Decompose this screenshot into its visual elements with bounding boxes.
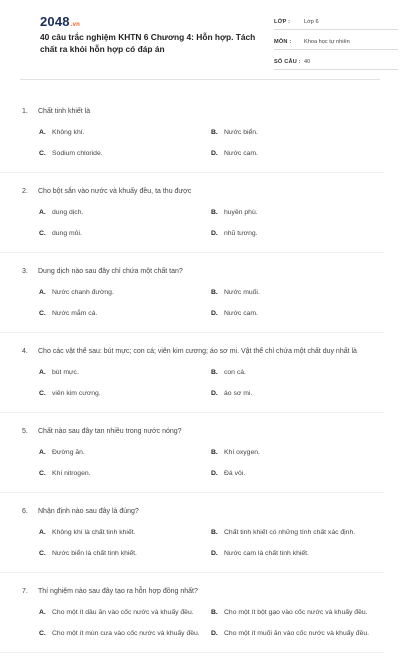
question-separator — [0, 399, 384, 413]
question-stem — [22, 346, 382, 358]
answer-options — [39, 528, 382, 559]
option-text: Nước mắm cá. — [52, 310, 98, 317]
meta-key: SỐ CÂU : — [274, 58, 301, 65]
answer-option[interactable] — [211, 448, 383, 458]
question-stem — [22, 266, 382, 278]
option-letter: D. — [211, 310, 218, 317]
option-letter: C. — [39, 150, 46, 157]
meta-value: Lớp 6 — [304, 18, 319, 25]
question-number: 6. — [22, 508, 28, 515]
question-stem — [22, 586, 382, 598]
option-text: áo sơ mi. — [224, 390, 253, 397]
option-text: Không khí là chất tinh khiết. — [52, 529, 136, 536]
option-text: Nước biển. — [224, 129, 258, 136]
question-separator — [0, 639, 384, 653]
question-stem — [22, 106, 382, 118]
option-text: Đường ăn. — [52, 449, 85, 456]
answer-option[interactable] — [211, 469, 383, 479]
answer-option[interactable] — [39, 528, 211, 538]
option-letter: C. — [39, 470, 46, 477]
question-stem — [22, 186, 382, 198]
option-letter: C. — [39, 550, 46, 557]
answer-option[interactable] — [39, 389, 211, 399]
option-letter: A. — [39, 129, 46, 136]
answer-option[interactable] — [211, 229, 383, 239]
question-item — [22, 106, 382, 173]
answer-option[interactable] — [211, 368, 383, 378]
answer-option[interactable] — [39, 309, 211, 319]
meta-key: LỚP : — [274, 18, 291, 25]
option-text: Nước muối. — [224, 289, 260, 296]
option-letter: D. — [211, 230, 218, 237]
option-text: Đá vôi. — [224, 470, 246, 477]
question-text: Thí nghiệm nào sau đây tạo ra hỗn hợp đồng nhất? — [38, 588, 198, 595]
option-text: huyền phù. — [224, 209, 258, 216]
answer-option[interactable] — [211, 208, 383, 218]
question-list — [22, 106, 382, 666]
page-header — [20, 0, 380, 72]
question-item — [22, 266, 382, 333]
option-letter: C. — [39, 310, 46, 317]
meta-value: 40 — [304, 58, 311, 65]
meta-row-subject — [274, 34, 398, 50]
question-separator — [0, 559, 384, 573]
option-text: Cho một ít mùn cưa vào cốc nước và khuấy đều. — [52, 630, 200, 637]
option-text: con cá. — [224, 369, 246, 376]
option-text: Khí oxygen. — [224, 449, 260, 456]
option-letter: D. — [211, 470, 218, 477]
answer-option[interactable] — [211, 149, 383, 159]
question-number: 4. — [22, 348, 28, 355]
option-letter: C. — [39, 230, 46, 237]
option-text: Nước chanh đường. — [52, 289, 114, 296]
option-text: Nước cam là chất tinh khiết. — [224, 550, 309, 557]
option-letter: A. — [39, 209, 46, 216]
option-letter: A. — [39, 609, 46, 616]
option-text: Cho một ít muối ăn vào cốc nước và khuấy đều. — [224, 630, 370, 637]
option-letter: A. — [39, 369, 46, 376]
site-logo[interactable] — [40, 14, 80, 29]
question-item — [22, 346, 382, 413]
header-divider — [20, 79, 380, 80]
answer-option[interactable] — [211, 128, 383, 138]
question-text: Chất tinh khiết là — [38, 108, 91, 115]
option-letter: A. — [39, 449, 46, 456]
answer-option[interactable] — [39, 288, 211, 298]
option-text: Sodium chloride. — [52, 150, 103, 157]
option-letter: B. — [211, 369, 218, 376]
question-separator — [0, 479, 384, 493]
question-number: 5. — [22, 428, 28, 435]
option-letter: B. — [211, 609, 218, 616]
question-text: Nhận định nào sau đây là đúng? — [38, 508, 139, 515]
option-text: Nước cam. — [224, 150, 258, 157]
option-letter: B. — [211, 129, 218, 136]
answer-options — [39, 448, 382, 479]
option-text: nhũ tương. — [224, 230, 258, 237]
option-text: Nước biển là chất tinh khiết. — [52, 550, 137, 557]
answer-option[interactable] — [211, 309, 383, 319]
question-separator — [0, 319, 384, 333]
option-letter: C. — [39, 630, 46, 637]
answer-option[interactable] — [211, 389, 383, 399]
question-item — [22, 506, 382, 573]
answer-option[interactable] — [39, 469, 211, 479]
option-text: bút mực. — [52, 369, 79, 376]
answer-option[interactable] — [211, 629, 383, 639]
question-number: 7. — [22, 588, 28, 595]
question-number: 3. — [22, 268, 28, 275]
option-letter: D. — [211, 390, 218, 397]
meta-row-count — [274, 54, 398, 70]
question-item — [22, 586, 382, 653]
question-separator — [0, 159, 384, 173]
answer-option[interactable] — [39, 608, 211, 618]
answer-option[interactable] — [211, 549, 383, 559]
meta-key: MÔN : — [274, 38, 292, 45]
option-letter: D. — [211, 550, 218, 557]
option-text: dung dịch. — [52, 209, 84, 216]
option-text: Nước cam. — [224, 310, 258, 317]
question-stem — [22, 426, 382, 438]
option-text: Không khí. — [52, 129, 85, 136]
answer-option[interactable] — [211, 288, 383, 298]
logo-text: 2048 — [40, 14, 70, 29]
answer-option[interactable] — [39, 368, 211, 378]
answer-option[interactable] — [211, 528, 383, 538]
option-text: Chất tinh khiết có những tính chất xác định. — [224, 529, 356, 536]
option-letter: B. — [211, 529, 218, 536]
meta-row-class — [274, 14, 398, 30]
option-letter: A. — [39, 529, 46, 536]
answer-option[interactable] — [39, 549, 211, 559]
option-letter: D. — [211, 630, 218, 637]
option-text: Cho một ít bột gạo vào cốc nước và khuấy đều. — [224, 609, 368, 616]
question-number: 2. — [22, 188, 28, 195]
question-text: Cho bột sắn vào nước và khuấy đều, ta thu được — [38, 188, 192, 195]
question-item — [22, 186, 382, 253]
option-letter: B. — [211, 449, 218, 456]
option-text: Khí nitrogen. — [52, 470, 91, 477]
question-text: Chất nào sau đây tan nhiều trong nước nóng? — [38, 428, 182, 435]
meta-value: Khoa học tự nhiên — [304, 38, 350, 45]
answer-option[interactable] — [39, 629, 211, 639]
option-letter: D. — [211, 150, 218, 157]
answer-options — [39, 128, 382, 159]
question-separator — [0, 239, 384, 253]
option-letter: B. — [211, 289, 218, 296]
answer-options — [39, 208, 382, 239]
answer-options — [39, 368, 382, 399]
logo-suffix: .vn — [70, 22, 81, 28]
question-item — [22, 426, 382, 493]
meta-info — [274, 14, 398, 74]
question-number: 1. — [22, 108, 28, 115]
option-text: dung môi. — [52, 230, 82, 237]
option-text: viên kim cương. — [52, 390, 101, 397]
answer-option[interactable] — [39, 208, 211, 218]
page-title: 40 câu trắc nghiệm KHTN 6 Chương 4: Hỗn hợp. Tách chất ra khỏi hỗn hợp có đáp án — [40, 32, 256, 54]
answer-option[interactable] — [39, 149, 211, 159]
question-text: Dung dịch nào sau đây chỉ chứa một chất tan? — [38, 268, 183, 275]
answer-option[interactable] — [39, 229, 211, 239]
question-text: Cho các vật thể sau: bút mực; con cá; viên kim cương; áo sơ mi. Vật thể chỉ chứa một chất duy nhất là — [38, 348, 357, 355]
option-letter: A. — [39, 289, 46, 296]
option-letter: C. — [39, 390, 46, 397]
answer-option[interactable] — [211, 608, 383, 618]
answer-options — [39, 288, 382, 319]
option-letter: B. — [211, 209, 218, 216]
option-text: Cho một ít dầu ăn vào cốc nước và khuấy đều. — [52, 609, 194, 616]
answer-option[interactable] — [39, 448, 211, 458]
answer-option[interactable] — [39, 128, 211, 138]
question-stem — [22, 506, 382, 518]
answer-options — [39, 608, 382, 639]
